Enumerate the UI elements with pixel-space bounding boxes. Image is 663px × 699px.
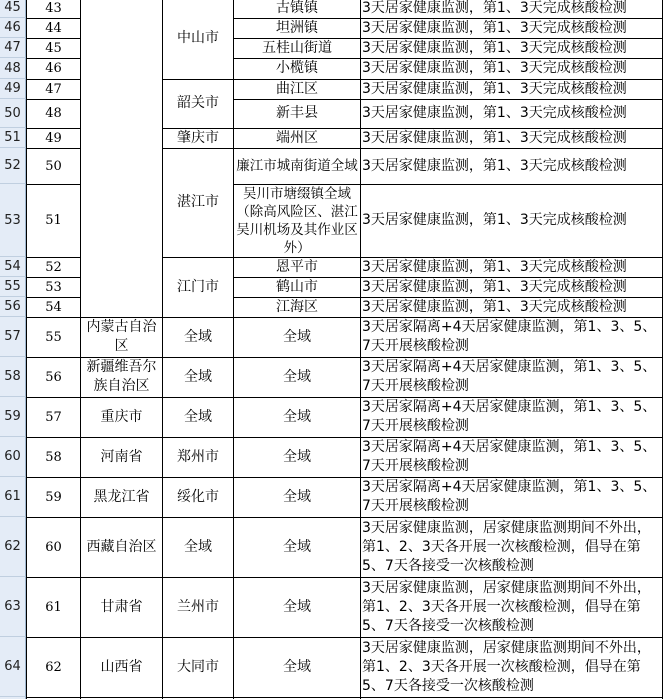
index-cell[interactable]: 52: [45, 259, 62, 275]
city-cell[interactable]: 肇庆市: [177, 129, 219, 146]
grid-line: [80, 0, 81, 699]
grid-line: [26, 18, 81, 19]
index-cell[interactable]: 59: [45, 489, 62, 505]
row-header[interactable]: 52: [0, 148, 26, 184]
city-cell[interactable]: 兰州市: [177, 598, 219, 615]
province-cell[interactable]: 新疆维吾尔族自治区: [86, 359, 157, 394]
measure-cell[interactable]: 3天居家健康监测，居家健康监测期间不外出，第1、2、3天各开展一次核酸检测，倡导在第5、7天各接受一次核酸检测: [362, 579, 651, 634]
district-cell[interactable]: 恩平市: [276, 258, 318, 275]
grid-line: [26, 317, 663, 318]
index-cell[interactable]: 55: [45, 329, 62, 345]
grid-line: [233, 0, 234, 699]
row-header[interactable]: 64: [0, 637, 26, 697]
index-cell[interactable]: 60: [45, 539, 62, 555]
province-cell[interactable]: 甘肃省: [100, 598, 143, 615]
row-header[interactable]: 47: [0, 38, 26, 58]
row-header[interactable]: 60: [0, 437, 26, 477]
district-cell[interactable]: 小榄镇: [276, 60, 318, 76]
grid-line: [233, 99, 663, 100]
city-cell[interactable]: 全域: [184, 538, 212, 555]
measure-cell[interactable]: 3天居家健康监测，第1、3天完成核酸检测: [362, 157, 627, 174]
measure-cell[interactable]: 3天居家健康监测，第1、3天完成核酸检测: [362, 129, 627, 146]
province-cell[interactable]: 河南省: [100, 448, 143, 465]
measure-cell[interactable]: 3天居家健康监测，第1、3天完成核酸检测: [362, 105, 627, 121]
row-header[interactable]: 49: [0, 79, 26, 99]
province-cell[interactable]: 山西省: [100, 658, 143, 675]
measure-cell[interactable]: 3天居家健康监测，第1、3天完成核酸检测: [362, 278, 627, 295]
district-cell[interactable]: 江海区: [276, 298, 318, 315]
measure-cell[interactable]: 3天居家健康监测，第1、3天完成核酸检测: [362, 258, 627, 275]
grid-line: [233, 58, 663, 59]
district-cell[interactable]: 古镇镇: [276, 0, 318, 16]
index-cell[interactable]: 58: [45, 449, 62, 465]
grid-line: [26, 58, 81, 59]
grid-line: [162, 128, 663, 129]
district-cell[interactable]: 全域: [283, 368, 311, 385]
row-header[interactable]: 58: [0, 357, 26, 397]
index-cell[interactable]: 47: [45, 81, 62, 97]
district-cell[interactable]: 全域: [283, 488, 311, 505]
index-cell[interactable]: 46: [45, 61, 62, 76]
grid-line: [26, 0, 27, 699]
row-header[interactable]: 61: [0, 477, 26, 517]
district-cell[interactable]: 全域: [283, 448, 311, 465]
row-header[interactable]: 46: [0, 18, 26, 38]
grid-line: [26, 148, 81, 149]
grid-line: [26, 79, 81, 80]
grid-line: [26, 697, 663, 698]
grid-line: [26, 257, 81, 258]
row-header[interactable]: 53: [0, 184, 26, 257]
measure-cell[interactable]: 3天居家隔离+4天居家健康监测，第1、3、5、7天开展核酸检测: [362, 359, 657, 394]
province-cell[interactable]: 内蒙古自治区: [86, 319, 157, 354]
city-cell[interactable]: 江门市: [177, 278, 219, 295]
grid-line: [233, 18, 663, 19]
index-cell[interactable]: 61: [45, 599, 62, 615]
district-cell[interactable]: 全域: [283, 538, 311, 555]
row-header[interactable]: 57: [0, 317, 26, 357]
city-cell[interactable]: 湛江市: [177, 194, 219, 210]
grid-line: [26, 357, 663, 358]
row-header[interactable]: 54: [0, 257, 26, 277]
measure-cell[interactable]: 3天居家健康监测，第1、3天完成核酸检测: [362, 0, 627, 16]
grid-line: [26, 184, 81, 185]
grid-line: [26, 38, 81, 39]
grid-line: [233, 184, 663, 185]
province-cell[interactable]: 黑龙江省: [93, 488, 150, 505]
province-cell[interactable]: 西藏自治区: [86, 538, 157, 555]
city-cell[interactable]: 全域: [184, 368, 212, 385]
grid-line: [26, 517, 663, 518]
measure-cell[interactable]: 3天居家健康监测，居家健康监测期间不外出，第1、2、3天各开展一次核酸检测，倡导在第5、7天各接受一次核酸检测: [362, 639, 651, 694]
index-cell[interactable]: 45: [45, 40, 62, 56]
measure-cell[interactable]: 3天居家隔离+4天居家健康监测，第1、3、5、7天开展核酸检测: [362, 439, 657, 474]
grid-line: [162, 79, 663, 80]
measure-cell[interactable]: 3天居家健康监测，居家健康监测期间不外出，第1、2、3天各开展一次核酸检测，倡导在第5、7天各接受一次核酸检测: [362, 519, 651, 574]
city-cell[interactable]: 韶关市: [177, 95, 219, 111]
measure-cell[interactable]: 3天居家隔离+4天居家健康监测，第1、3、5、7天开展核酸检测: [362, 399, 657, 434]
grid-line: [233, 277, 663, 278]
row-header[interactable]: 62: [0, 517, 26, 577]
district-cell[interactable]: 廉江市城南街道全域: [236, 158, 358, 174]
index-cell[interactable]: 53: [45, 279, 62, 295]
district-cell[interactable]: 吴川市塘缀镇全域（除高风险区、湛江吴川机场及其作业区外）: [236, 185, 358, 256]
row-header[interactable]: 59: [0, 397, 26, 437]
measure-cell[interactable]: 3天居家健康监测，第1、3天完成核酸检测: [362, 19, 627, 36]
grid-line: [26, 437, 663, 438]
measure-cell[interactable]: 3天居家健康监测，第1、3天完成核酸检测: [362, 39, 627, 56]
grid-line: [162, 257, 663, 258]
grid-line: [26, 99, 81, 100]
row-header[interactable]: 55: [0, 277, 26, 297]
index-cell[interactable]: 62: [45, 659, 62, 675]
index-cell[interactable]: 50: [45, 158, 62, 174]
row-header[interactable]: 63: [0, 577, 26, 637]
city-cell[interactable]: 中山市: [177, 30, 219, 46]
index-cell[interactable]: 54: [45, 299, 62, 315]
index-cell[interactable]: 56: [45, 369, 62, 385]
measure-cell[interactable]: 3天居家隔离+4天居家健康监测，第1、3、5、7天开展核酸检测: [362, 319, 657, 354]
city-cell[interactable]: 全域: [184, 408, 212, 425]
index-cell[interactable]: 49: [45, 130, 62, 146]
row-header[interactable]: 45: [0, 0, 26, 18]
index-cell[interactable]: 51: [45, 213, 62, 228]
district-cell[interactable]: 新丰县: [276, 105, 318, 121]
grid-line: [233, 297, 663, 298]
grid-line: [360, 0, 361, 699]
city-cell[interactable]: 大同市: [177, 658, 219, 675]
row-header[interactable]: 56: [0, 297, 26, 317]
district-cell[interactable]: 全域: [283, 598, 311, 615]
measure-cell[interactable]: 3天居家健康监测，第1、3天完成核酸检测: [362, 60, 627, 76]
measure-cell[interactable]: 3天居家隔离+4天居家健康监测，第1、3、5、7天开展核酸检测: [362, 479, 657, 514]
grid-line: [26, 577, 663, 578]
measure-cell[interactable]: 3天居家健康监测，第1、3天完成核酸检测: [362, 298, 627, 315]
row-header[interactable]: 51: [0, 128, 26, 148]
district-cell[interactable]: 坦洲镇: [276, 19, 318, 36]
index-cell[interactable]: 48: [45, 106, 62, 121]
district-cell[interactable]: 端州区: [276, 129, 318, 146]
index-cell[interactable]: 57: [45, 409, 62, 425]
row-header[interactable]: 50: [0, 99, 26, 128]
district-cell[interactable]: 全域: [283, 408, 311, 425]
province-cell[interactable]: 重庆市: [100, 408, 143, 425]
district-cell[interactable]: 全域: [283, 658, 311, 675]
grid-line: [26, 277, 81, 278]
grid-line: [26, 397, 663, 398]
grid-line: [26, 477, 663, 478]
index-cell[interactable]: 44: [45, 20, 62, 36]
grid-line: [162, 148, 663, 149]
district-cell[interactable]: 曲江区: [276, 80, 318, 97]
row-header[interactable]: 48: [0, 58, 26, 79]
city-cell[interactable]: 全域: [184, 328, 212, 345]
grid-line: [233, 38, 663, 39]
district-cell[interactable]: 五桂山街道: [262, 39, 332, 56]
district-cell[interactable]: 全域: [283, 328, 311, 345]
index-cell[interactable]: 43: [45, 0, 62, 16]
city-cell[interactable]: 绥化市: [177, 488, 219, 505]
grid-line: [162, 0, 163, 699]
grid-line: [26, 637, 663, 638]
city-cell[interactable]: 郑州市: [177, 448, 219, 465]
district-cell[interactable]: 鹤山市: [276, 278, 318, 295]
measure-cell[interactable]: 3天居家健康监测，第1、3天完成核酸检测: [362, 80, 627, 97]
grid-line: [26, 297, 81, 298]
measure-cell[interactable]: 3天居家健康监测，第1、3天完成核酸检测: [362, 212, 627, 228]
grid-line: [26, 128, 81, 129]
